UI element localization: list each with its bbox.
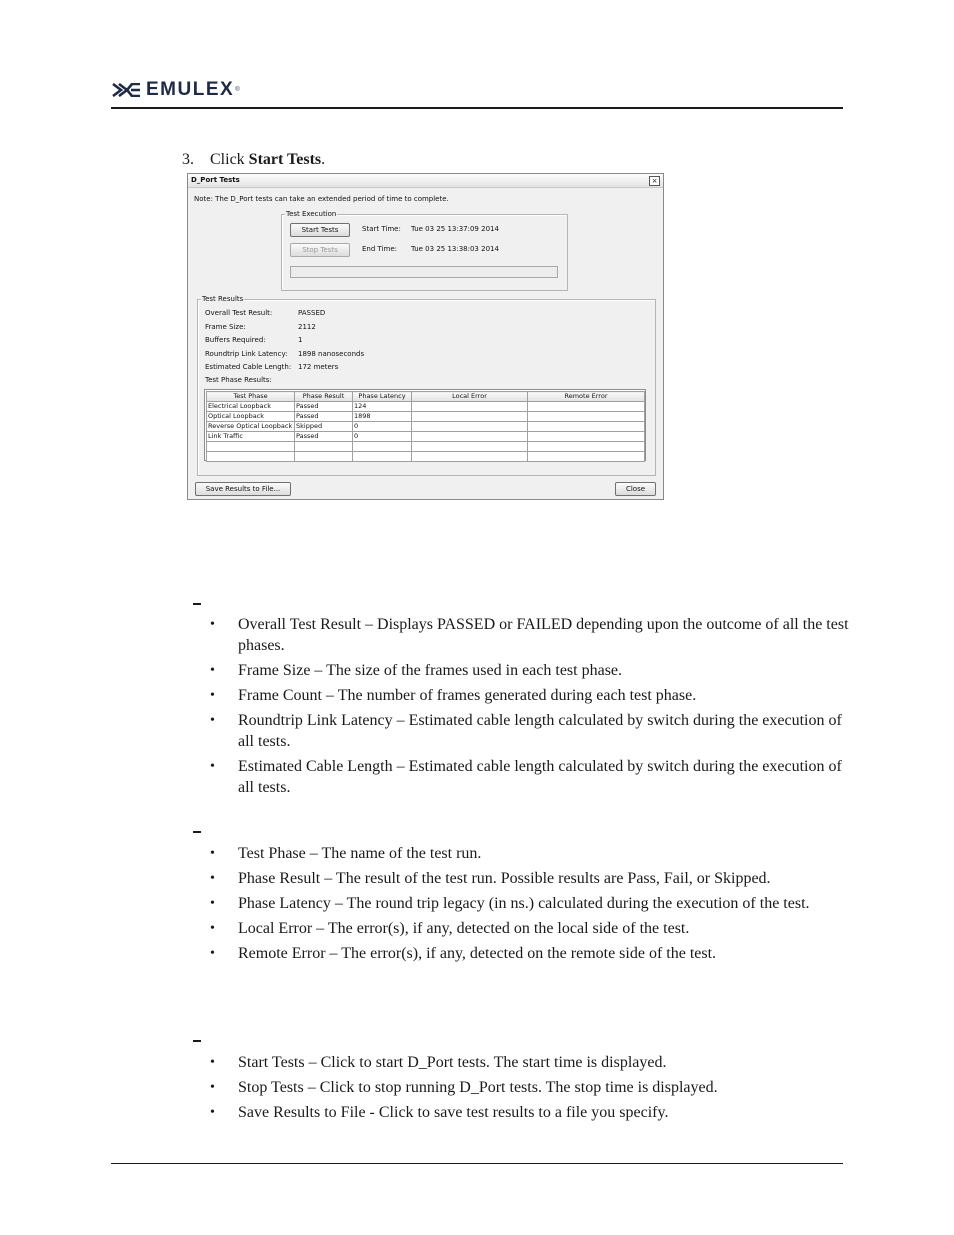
phase-results-table <box>206 391 645 462</box>
table-cell <box>295 452 353 462</box>
table-cell: Passed <box>295 402 353 412</box>
table-cell <box>412 402 528 412</box>
header-rule <box>111 107 843 109</box>
table-column-header[interactable]: Phase Latency <box>353 392 412 402</box>
section-marker <box>193 831 201 833</box>
step-suffix: . <box>321 151 326 168</box>
save-results-button[interactable]: Save Results to File... <box>195 482 291 496</box>
close-icon[interactable]: × <box>649 176 660 186</box>
table-cell: Optical Loopback <box>207 412 295 422</box>
emulex-logo <box>112 80 240 100</box>
start-time-value: Tue 03 25 13:37:09 2014 <box>411 225 499 233</box>
step-prefix: Click <box>210 151 249 168</box>
table-cell <box>412 432 528 442</box>
result-field-label: Roundtrip Link Latency: <box>205 349 288 358</box>
result-field-value: 2112 <box>298 322 316 331</box>
table-cell <box>412 422 528 432</box>
dport-tests-dialog <box>187 173 664 500</box>
table-row[interactable] <box>207 452 645 462</box>
table-cell <box>528 422 645 432</box>
table-cell <box>528 432 645 442</box>
table-cell <box>412 442 528 452</box>
step-instruction <box>182 150 325 170</box>
logo-trademark: ® <box>235 87 240 93</box>
result-field-label: Overall Test Result: <box>205 309 273 317</box>
result-field-value: 1898 nanoseconds <box>298 349 365 358</box>
table-cell: 1898 <box>353 412 412 422</box>
test-execution-group <box>281 210 568 291</box>
result-field-value: 172 meters <box>298 363 339 372</box>
stop-tests-button[interactable]: Stop Tests <box>290 243 350 257</box>
table-cell <box>412 412 528 422</box>
bullet-item: • Start Tests – Click to start D_Port tests. The start time is displayed. <box>210 1052 850 1073</box>
bullet-item: • Overall Test Result – Displays PASSED or FAILED depending upon the outcome of all the test phases. <box>210 614 850 656</box>
table-cell: Passed <box>295 412 353 422</box>
table-column-header[interactable]: Phase Result <box>295 392 353 402</box>
table-cell: Reverse Optical Loopback <box>207 422 295 432</box>
table-row[interactable] <box>207 422 645 432</box>
start-time-label: Start Time: <box>362 225 401 233</box>
bullet-item: • Frame Count – The number of frames generated during each test phase. <box>210 685 850 706</box>
phase-columns-description-list <box>210 843 850 968</box>
table-cell <box>207 452 295 462</box>
bullet-item: • Test Phase – The name of the test run. <box>210 843 850 864</box>
close-button[interactable]: Close <box>615 482 656 496</box>
results-fields-description-list <box>210 614 850 802</box>
table-cell <box>207 442 295 452</box>
start-tests-button[interactable]: Start Tests <box>290 223 350 237</box>
bullet-item: • Roundtrip Link Latency – Estimated cable length calculated by switch during the execution of all tests. <box>210 710 850 752</box>
table-row[interactable] <box>207 402 645 412</box>
bullet-item: • Frame Size – The size of the frames used in each test phase. <box>210 660 850 681</box>
result-field-label: Frame Size: <box>205 322 246 331</box>
table-cell <box>528 402 645 412</box>
result-field-label: Buffers Required: <box>205 336 266 345</box>
end-time-label: End Time: <box>362 245 398 253</box>
step-bold-term: Start Tests <box>248 151 322 168</box>
table-cell: Electrical Loopback <box>207 402 295 412</box>
table-cell: 0 <box>353 432 412 442</box>
test-execution-label: Test Execution <box>286 210 337 218</box>
bullet-item: • Estimated Cable Length – Estimated cable length calculated by switch during the execution of all tests. <box>210 756 850 798</box>
table-cell <box>528 412 645 422</box>
bullet-item: • Phase Result – The result of the test run. Possible results are Pass, Fail, or Skipped. <box>210 868 850 889</box>
buttons-description-list <box>210 1052 850 1127</box>
table-header-row <box>207 392 645 402</box>
table-column-header[interactable]: Test Phase <box>207 392 295 402</box>
dialog-note: Note: The D_Port tests can take an extended period of time to complete. <box>194 195 449 203</box>
table-cell: Passed <box>295 432 353 442</box>
table-row[interactable] <box>207 432 645 442</box>
table-row[interactable] <box>207 412 645 422</box>
table-cell: 124 <box>353 402 412 412</box>
result-field-label: Estimated Cable Length: <box>205 363 292 372</box>
result-field-value: PASSED <box>298 309 326 317</box>
test-results-label: Test Results <box>202 295 244 303</box>
table-cell: Skipped <box>295 422 353 432</box>
table-column-header[interactable]: Remote Error <box>528 392 645 402</box>
bullet-item: • Stop Tests – Click to stop running D_Port tests. The stop time is displayed. <box>210 1077 850 1098</box>
table-cell <box>528 452 645 462</box>
section-marker <box>193 1040 201 1042</box>
table-cell <box>353 452 412 462</box>
bullet-item: • Remote Error – The error(s), if any, detected on the remote side of the test. <box>210 943 850 964</box>
dialog-title: D_Port Tests <box>191 176 240 184</box>
end-time-value: Tue 03 25 13:38:03 2014 <box>411 245 499 253</box>
section-marker <box>193 603 201 605</box>
table-cell: 0 <box>353 422 412 432</box>
bullet-item: • Save Results to File - Click to save test results to a file you specify. <box>210 1102 850 1123</box>
test-progress-bar <box>290 266 558 278</box>
result-field-value: 1 <box>298 336 303 345</box>
table-row[interactable] <box>207 442 645 452</box>
table-cell <box>295 442 353 452</box>
dialog-titlebar <box>188 174 663 188</box>
table-cell <box>412 452 528 462</box>
footer-rule <box>111 1163 843 1164</box>
test-phase-results-label: Test Phase Results: <box>205 376 272 384</box>
table-cell <box>353 442 412 452</box>
table-cell: Link Traffic <box>207 432 295 442</box>
step-number: 3. <box>182 151 194 168</box>
table-column-header[interactable]: Local Error <box>412 392 528 402</box>
logo-wordmark: EMULEX <box>146 79 235 100</box>
emulex-logo-icon <box>112 83 142 97</box>
bullet-item: • Local Error – The error(s), if any, detected on the local side of the test. <box>210 918 850 939</box>
table-cell <box>528 442 645 452</box>
bullet-item: • Phase Latency – The round trip legacy (in ns.) calculated during the execution of the test. <box>210 893 850 914</box>
